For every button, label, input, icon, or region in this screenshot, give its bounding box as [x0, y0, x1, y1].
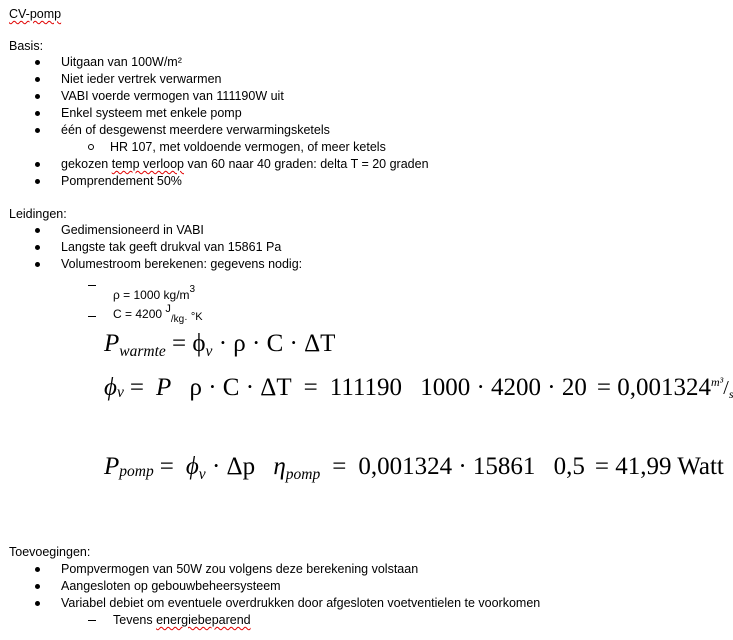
basis-item: Enkel systeem met enkele pomp: [61, 106, 242, 120]
bullet-icon: [35, 179, 40, 184]
basis-item: Pomprendement 50%: [61, 174, 182, 188]
toevoegingen-item: Variabel debiet om eventuele overdrukken door afgesloten voetventielen te voorkomen: [61, 596, 541, 610]
bullet-icon: [35, 567, 40, 572]
bullet-icon: [35, 60, 40, 65]
basis-subitem: HR 107, met voldoende vermogen, of meer ketels: [110, 140, 386, 154]
formula-p-pomp: P pomp = $\phi_v \cdot \Delta p$ $\eta_{pomp}$ = 0,001324 · 15861 0,5 = 41,99 Watt: [104, 453, 724, 484]
circle-bullet-icon: [88, 144, 94, 150]
toevoegingen-subitem: Tevens energiebeparend: [113, 613, 251, 627]
bullet-icon: [35, 601, 40, 606]
rho-line: ρ = 1000 $kg/m^3$: [113, 284, 196, 302]
bullet-icon: [35, 111, 40, 116]
toevoegingen-heading: Toevoegingen:: [9, 545, 91, 559]
bullet-icon: [35, 262, 40, 267]
basis-item: gekozen temp verloop van 60 naar 40 graden: delta T = 20 graden: [61, 157, 429, 171]
bullet-icon: [35, 162, 40, 167]
leidingen-item: Langste tak geeft drukval van 15861 Pa: [61, 240, 282, 254]
fraction: 0,001324 · 15861 0,5: [358, 453, 585, 480]
toevoegingen-item: Aangesloten op gebouwbeheersysteem: [61, 579, 281, 593]
dash-bullet-icon: [88, 285, 96, 286]
leidingen-heading: Leidingen:: [9, 207, 67, 221]
document-title: CV-pomp: [9, 7, 62, 21]
fraction: P ρ · C · ΔT: [155, 374, 292, 401]
bullet-icon: [35, 584, 40, 589]
leidingen-item: Gedimensioneerd in VABI: [61, 223, 204, 237]
dash-bullet-icon: [88, 620, 96, 621]
toevoegingen-item: Pompvermogen van 50W zou volgens deze berekening volstaan: [61, 562, 419, 576]
basis-item: Uitgaan van 100W/m²: [61, 55, 182, 69]
bullet-icon: [35, 228, 40, 233]
fraction: 111190 1000 · 4200 · 20: [329, 374, 587, 401]
bullet-icon: [35, 128, 40, 133]
bullet-icon: [35, 94, 40, 99]
formula-p-warmte: $P_{warmte} = \phi_v \cdot \rho \cdot C \cdot \Delta T$: [104, 330, 336, 361]
bullet-icon: [35, 245, 40, 250]
formula-phi-v: ϕ v = P ρ · C · ΔT = 111190 1000 · 4200 · 20 = 0,001324 m³ /: [104, 374, 729, 402]
fraction: $\phi_v \cdot \Delta p$ $\eta_{pomp}$: [185, 453, 321, 484]
basis-item: één of desgewenst meerdere verwarmingsketels: [61, 123, 330, 137]
basis-item: Niet ieder vertrek verwarmen: [61, 72, 222, 86]
leidingen-item: Volumestroom berekenen: gegevens nodig:: [61, 257, 303, 271]
dash-bullet-icon: [88, 316, 96, 317]
bullet-icon: [35, 77, 40, 82]
basis-heading: Basis:: [9, 39, 44, 53]
basis-item: VABI voerde vermogen van 111190W uit: [61, 89, 284, 103]
c-line: C = 4200 $J_{/kg\cdot}$ °K: [113, 303, 203, 325]
